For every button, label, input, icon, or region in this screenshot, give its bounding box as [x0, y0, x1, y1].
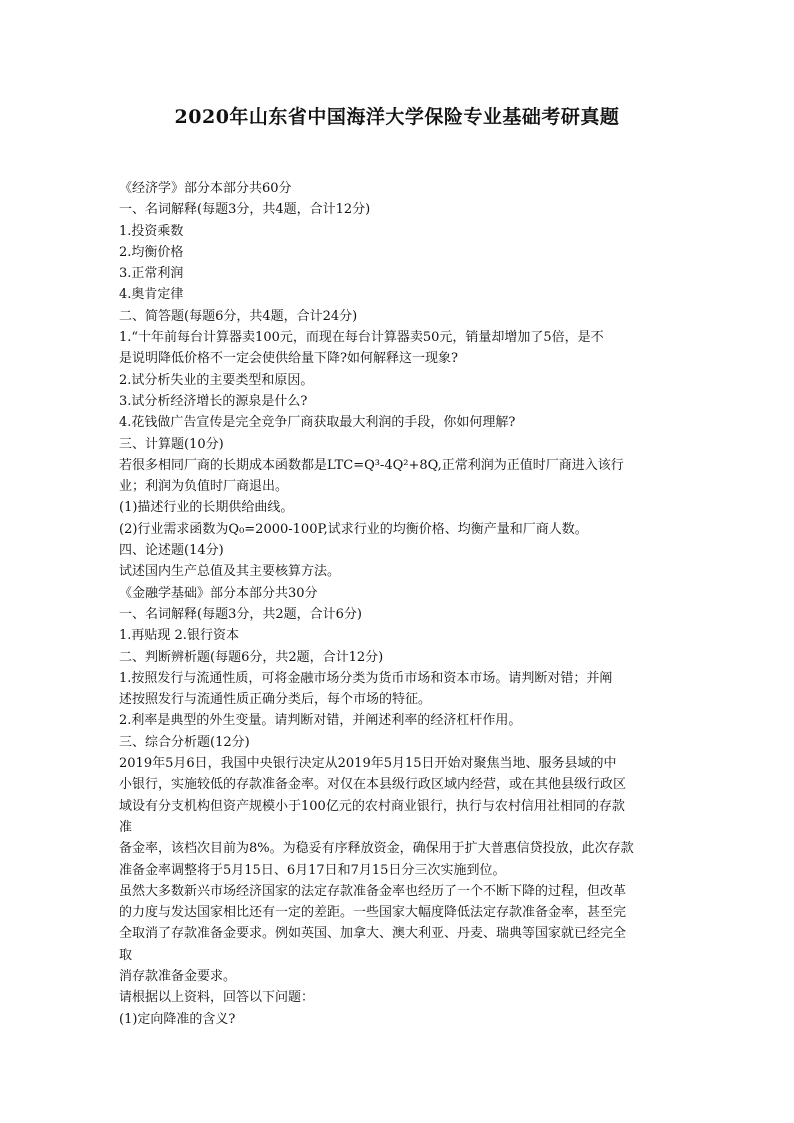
- question-text-line: 1.按照发行与流通性质，可将金融市场分类为货币市场和资本市场。请判断对错；并阐: [119, 670, 613, 686]
- question-item: 2.均衡价格: [119, 244, 184, 260]
- question-item: (1)描述行业的长期供给曲线。: [119, 500, 294, 516]
- question-text-line: 1.“十年前每台计算器卖100元，而现在每台计算器卖50元，销量却增加了5倍，是不: [119, 330, 604, 346]
- case-text-line: 2019年5月6日，我国中央银行决定从2019年5月15日开始对聚焦当地、服务县域的中: [119, 756, 617, 772]
- question-group-heading: 三、综合分析题(12分): [119, 734, 250, 750]
- case-text-line: 虽然大多数新兴市场经济国家的法定存款准备金率也经历了一个不断下降的过程，但改革: [119, 883, 627, 899]
- instruction-line: 请根据以上资料，回答以下问题：: [119, 990, 315, 1006]
- question-group-heading: 四、论述题(14分): [119, 543, 224, 559]
- case-text-line: 准备金率调整将于5月15日、6月17日和7月15日分三次实施到位。: [119, 862, 506, 878]
- case-text-line: 准: [119, 819, 133, 835]
- question-text-line: 若很多相同厂商的长期成本函数都是LTC=Q³-4Q²+8Q,正常利润为正值时厂商进入该行: [119, 457, 624, 473]
- question-item: 4.花钱做广告宣传是完全竞争厂商获取最大利润的手段，你如何理解?: [119, 415, 516, 431]
- question-text-line: 述按照发行与流通性质正确分类后，每个市场的特征。: [119, 692, 432, 708]
- case-text-line: 全取消了存款准备金要求。例如英国、加拿大、澳大利亚、丹麦、瑞典等国家就已经完全: [119, 926, 627, 942]
- page-title: 2020年山东省中国海洋大学保险专业基础考研真题: [174, 106, 620, 128]
- question-item: (1)定向降准的含义?: [119, 1011, 236, 1027]
- question-text-line: 业；利润为负值时厂商退出。: [119, 479, 289, 495]
- question-item: 3.试分析经济增长的源泉是什么?: [119, 393, 308, 409]
- question-group-heading: 一、名词解释(每题3分，共2题，合计6分): [119, 606, 362, 622]
- document-body: [119, 178, 679, 1030]
- case-text-line: 小银行，实施较低的存款准备金率。对仅在本县级行政区域内经营，或在其他县级行政区: [119, 777, 627, 793]
- question-group-heading: 三、计算题(10分): [119, 436, 224, 452]
- question-item: 1.投资乘数: [119, 223, 184, 239]
- case-text-line: 消存款准备金要求。: [119, 968, 237, 984]
- case-text-line: 域设有分支机构但资产规模小于100亿元的农村商业银行，执行与农村信用社相同的存款: [119, 798, 625, 814]
- question-item: 试述国内生产总值及其主要核算方法。: [119, 564, 341, 580]
- question-item: 2.试分析失业的主要类型和原因。: [119, 372, 314, 388]
- question-text-line: 是说明降低价格不一定会使供给量下降?如何解释这一现象?: [119, 351, 458, 367]
- section-header-finance: 《金融学基础》部分本部分共30分: [119, 585, 318, 601]
- question-group-heading: 二、简答题(每题6分，共4题，合计24分): [119, 308, 358, 324]
- section-header-economics: 《经济学》部分本部分共60分: [119, 181, 292, 196]
- case-text-line: 备金率，该档次目前为8%。为稳妥有序释放资金，确保用于扩大普惠信贷投放，此次存款: [119, 841, 634, 857]
- question-group-heading: 一、名词解释(每题3分，共4题，合计12分): [119, 202, 371, 218]
- question-item: (2)行业需求函数为Q₀=2000-100P,试求行业的均衡价格、均衡产量和厂商人数。: [119, 521, 588, 537]
- case-text-line: 的力度与发达国家相比还有一定的差距。一些国家大幅度降低法定存款准备金率，甚至完: [119, 905, 627, 921]
- case-text-line: 取: [119, 947, 133, 963]
- question-item: 2.利率是典型的外生变量。请判断对错，并阐述利率的经济杠杆作用。: [119, 713, 522, 729]
- question-item: 1.再贴现 2.银行资本: [119, 628, 239, 644]
- question-item: 3.正常利润: [119, 266, 184, 282]
- question-group-heading: 二、判断辨析题(每题6分，共2题，合计12分): [119, 649, 384, 665]
- question-item: 4.奥肯定律: [119, 287, 184, 303]
